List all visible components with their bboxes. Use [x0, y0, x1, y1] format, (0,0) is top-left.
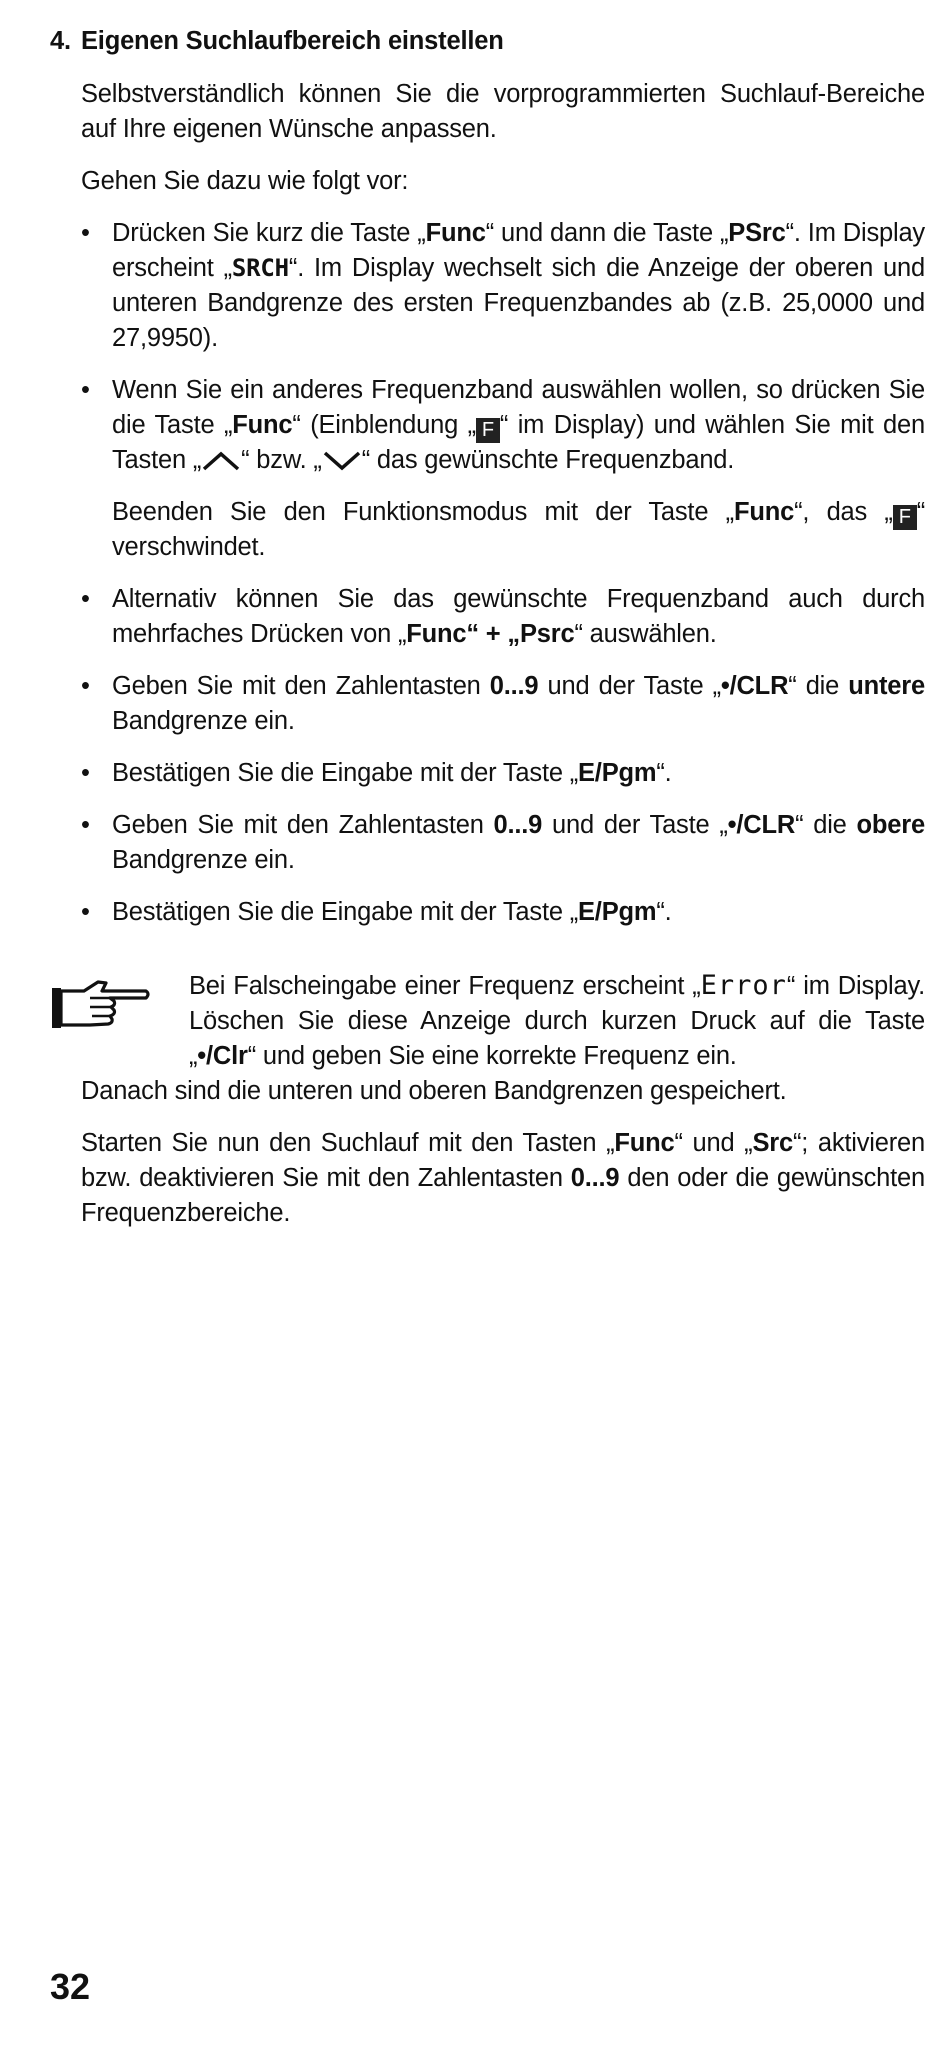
- text: Beenden Sie den Funktionsmodus mit der Taste „: [112, 498, 734, 526]
- section-heading: [50, 24, 925, 59]
- text: “; aktivieren bzw. deaktivieren Sie mit den Zahlentasten: [81, 1129, 925, 1192]
- text: “. Im Display wechselt sich die Anzeige der oberen und unteren Bandgrenze des ersten Frequenzbandes ab (z.B. 25,0000 und 27,9950).: [112, 254, 925, 352]
- key-digits: 0...9: [493, 811, 543, 839]
- text: den oder die gewünschten Frequenzbereiche.: [81, 1164, 925, 1227]
- key-func: Func: [406, 620, 467, 648]
- key-func: Func: [425, 219, 486, 247]
- text: und der Taste „: [542, 811, 728, 839]
- text: “ + „: [466, 620, 520, 648]
- f-symbol-icon: F: [893, 505, 917, 530]
- text: Wenn Sie ein anderes Frequenzband auswählen wollen, so drücken Sie die Taste „: [112, 376, 925, 439]
- text: “.: [656, 759, 672, 787]
- text: “ und geben Sie eine korrekte Frequenz ein.: [247, 1042, 737, 1070]
- pointing-hand-icon: [50, 974, 152, 1032]
- key-func: Func: [232, 411, 293, 439]
- text: Bestätigen Sie die Eingabe mit der Taste „: [112, 898, 578, 926]
- intro-instruction: Gehen Sie dazu wie folgt vor:: [81, 167, 409, 195]
- bullet-icon: •: [81, 672, 90, 700]
- list-item: [81, 373, 925, 565]
- arrow-up-icon: [201, 450, 241, 472]
- list-item: [81, 582, 925, 652]
- text: Bei Falscheingabe einer Frequenz erscheint „: [189, 972, 701, 1000]
- note-box: [50, 968, 925, 1074]
- bullet-icon: •: [81, 759, 90, 787]
- text: “ die: [795, 811, 857, 839]
- key-digits: 0...9: [570, 1164, 620, 1192]
- key-epgm: E/Pgm: [578, 898, 657, 926]
- sub-paragraph: [112, 495, 925, 565]
- list-item: [81, 216, 925, 356]
- key-clr: •/CLR: [727, 811, 796, 839]
- text: Bandgrenze ein.: [112, 846, 295, 874]
- key-psrc: Psrc: [519, 620, 575, 648]
- section-number: 4.: [50, 27, 71, 55]
- closing-instruction: [81, 1126, 925, 1231]
- display-text-error: Error: [700, 970, 787, 1001]
- key-clr: •/Clr: [197, 1042, 248, 1070]
- list-item: [81, 895, 925, 930]
- text: Drücken Sie kurz die Taste „: [112, 219, 426, 247]
- closing-paragraph: Danach sind die unteren und oberen Bandgrenzen gespeichert.: [81, 1077, 787, 1105]
- page-content: [50, 24, 925, 1248]
- key-digits: 0...9: [489, 672, 539, 700]
- list-item: [81, 669, 925, 739]
- key-epgm: E/Pgm: [578, 759, 657, 787]
- key-src: Src: [752, 1129, 793, 1157]
- text: “ (Einblendung „: [292, 411, 476, 439]
- text: “ bzw. „: [241, 446, 322, 474]
- bullet-icon: •: [81, 376, 90, 404]
- section-title: Eigenen Suchlaufbereich einstellen: [81, 27, 504, 55]
- bullet-icon: •: [81, 811, 90, 839]
- text: “. Im Display erscheint „: [112, 219, 925, 282]
- arrow-down-icon: [322, 450, 362, 472]
- bullet-icon: •: [81, 585, 90, 613]
- display-text-srch: SRCH: [231, 254, 289, 282]
- text: Geben Sie mit den Zahlentasten: [112, 672, 490, 700]
- text: “ im Display) und wählen Sie mit den Tasten „: [112, 411, 926, 474]
- text: “ die: [788, 672, 849, 700]
- page-number: 32: [50, 1966, 91, 2007]
- text: “.: [656, 898, 672, 926]
- intro-paragraph: Selbstverständlich können Sie die vorprogrammierten Suchlauf-Bereiche auf Ihre eigenen Wünsche anpassen.: [81, 80, 925, 143]
- text: und der Taste „: [538, 672, 721, 700]
- f-symbol-icon: F: [476, 418, 500, 443]
- text: Bandgrenze ein.: [112, 707, 295, 735]
- key-func: Func: [733, 498, 795, 526]
- bullet-icon: •: [81, 219, 90, 247]
- text: “ auswählen.: [574, 620, 717, 648]
- key-clr: •/CLR: [720, 672, 789, 700]
- bullet-icon: •: [81, 898, 90, 926]
- text: “ im Display. Löschen Sie diese Anzeige durch kurzen Druck auf die Taste „: [189, 972, 925, 1070]
- text: Geben Sie mit den Zahlentasten: [112, 811, 494, 839]
- text: “, das „: [794, 498, 893, 526]
- text: “ und dann die Taste „: [485, 219, 729, 247]
- list-item: [81, 808, 925, 878]
- text: Starten Sie nun den Suchlauf mit den Tasten „: [81, 1129, 615, 1157]
- list-item: [81, 756, 925, 791]
- emphasis: obere: [856, 811, 925, 839]
- instruction-list: [81, 216, 925, 930]
- emphasis: untere: [848, 672, 925, 700]
- text: “ und „: [674, 1129, 753, 1157]
- key-psrc: PSrc: [728, 219, 786, 247]
- text: “ das gewünschte Frequenzband.: [361, 446, 735, 474]
- key-func: Func: [614, 1129, 675, 1157]
- text: Alternativ können Sie das gewünschte Frequenzband auch durch mehrfaches Drücken von „: [112, 585, 925, 648]
- text: “ verschwindet.: [112, 498, 925, 561]
- text: Bestätigen Sie die Eingabe mit der Taste „: [112, 759, 578, 787]
